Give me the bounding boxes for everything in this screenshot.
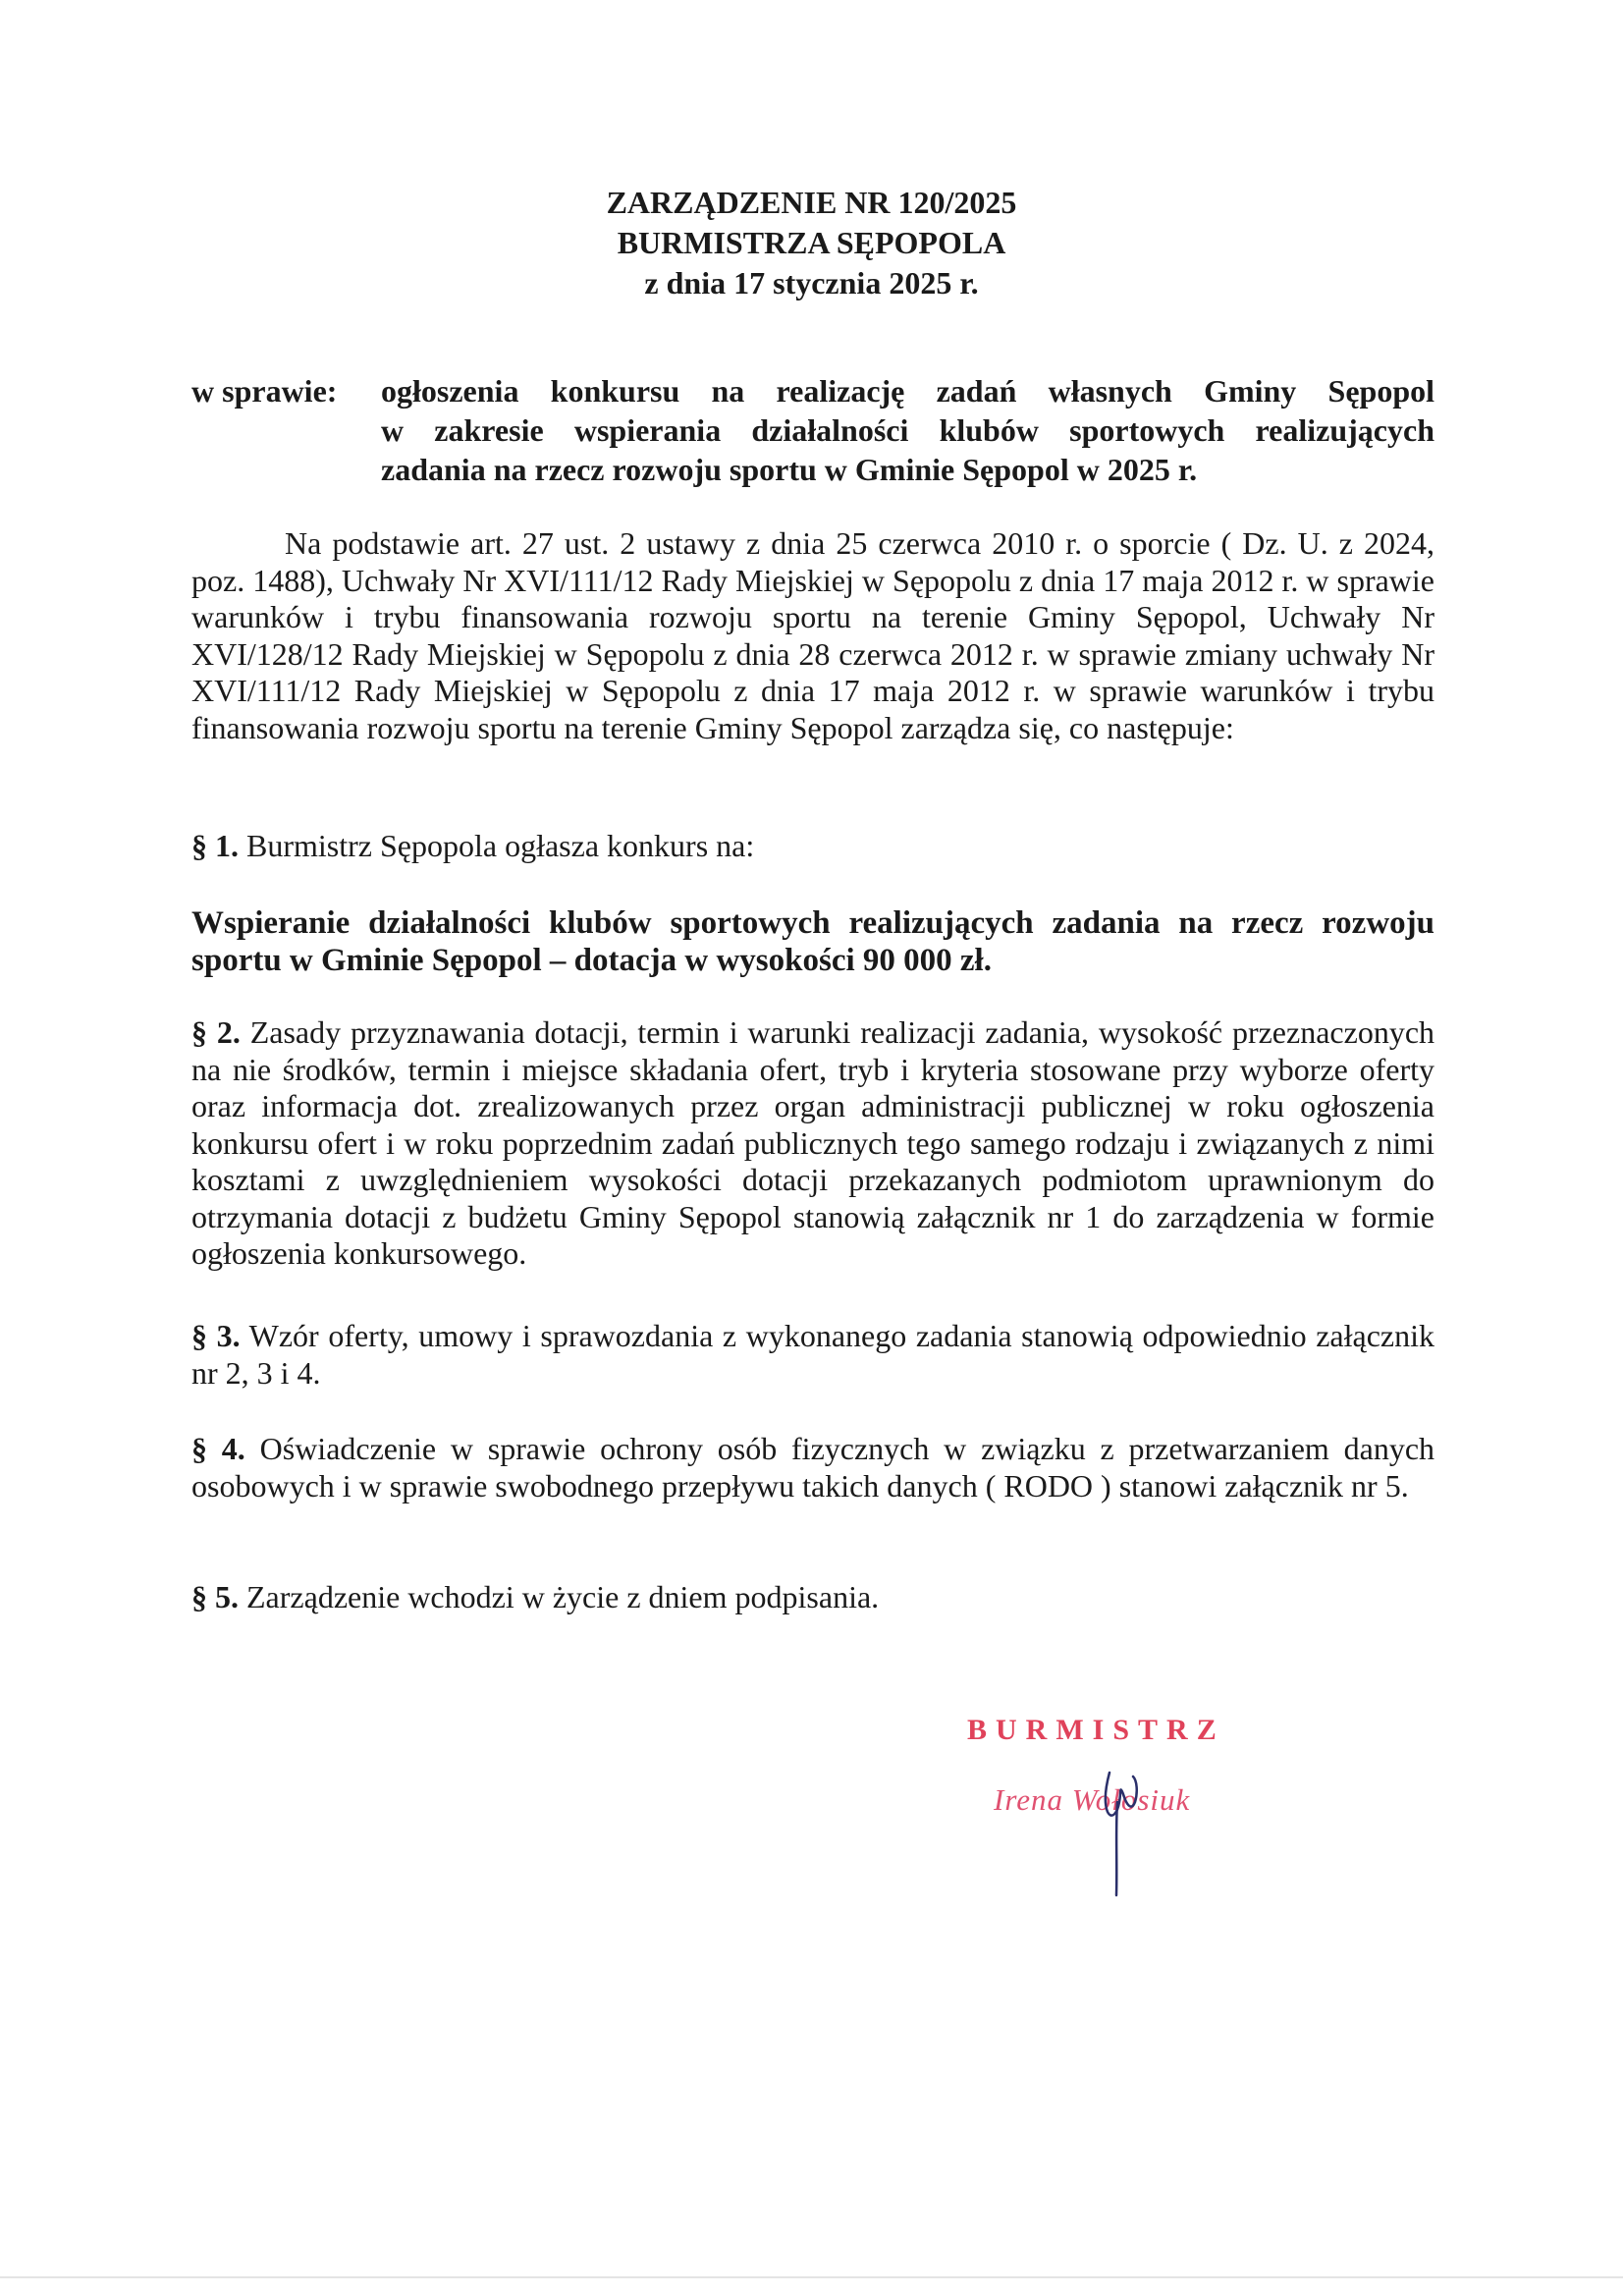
section-text: Zarządzenie wchodzi w życie z dniem podpisania. — [246, 1579, 880, 1614]
subject-text — [381, 371, 1434, 489]
mayor-stamp — [967, 1714, 1321, 1900]
section-5 — [191, 1579, 1434, 1616]
section-4 — [191, 1431, 1434, 1504]
subject-label: w sprawie: — [191, 373, 338, 409]
document-header — [0, 183, 1623, 303]
section-text: Burmistrz Sępopola ogłasza konkurs na: — [246, 828, 755, 863]
section-text: Oświadczenie w sprawie ochrony osób fizycznych w związku z przetwarzaniem danych osobowych i w sprawie swobodnego przepływu takich danych ( RODO ) stanowi załącznik nr 5. — [191, 1431, 1435, 1503]
section-mark: § 3. — [191, 1318, 241, 1353]
section-text: Wzór oferty, umowy i sprawozdania z wykonanego zadania stanowią odpowiednio załącznik nr 2, 3 i 4. — [191, 1318, 1434, 1391]
subject-line: ogłoszenia konkursu na realizację zadań własnych Gminy Sępopol — [381, 373, 1434, 409]
section-mark: § 2. — [191, 1014, 241, 1050]
section-mark: § 4. — [191, 1431, 245, 1466]
stamp-title: BURMISTRZ — [967, 1714, 1225, 1746]
legal-basis-paragraph: Na podstawie art. 27 ust. 2 ustawy z dnia 25 czerwca 2010 r. o sporcie ( Dz. U. z 2024, poz. 1488), Uchwały Nr XVI/111/12 Rady Miejskiej w Sępopolu z dnia 17 maja 2012 r. w sprawie warunków i trybu finansowania rozwoju sportu na terenie Gminy Sępopol, Uchwały Nr XVI/128/12 Rady Miejskiej w Sępopolu z dnia 28 czerwca 2012 r. w sprawie zmiany uchwały Nr XVI/111/12 Rady Miejskiej w Sępopolu z dnia 17 maja 2012 r. w sprawie warunków i trybu finansowania rozwoju sportu na terenie Gminy Sępopol zarządza się, co następuje: — [191, 525, 1434, 745]
decree-date: z dnia 17 stycznia 2025 r. — [644, 265, 979, 301]
issuer: BURMISTRZA SĘPOPOLA — [617, 225, 1006, 260]
section-text: Zasady przyznawania dotacji, termin i warunki realizacji zadania, wysokość przeznaczonych na nie środków, termin i miejsce składania ofert, tryb i kryteria stosowane przy wyborze oferty oraz informacja dot. zrealizowanych przez organ administracji publicznej w roku ogłoszenia konkursu ofert i w roku poprzednim zadań publicznych tego samego rodzaju i związanych z nimi kosztami z uwzględnieniem wysokości dotacji przekazanych podmiotom uprawnionym do otrzymania dotacji z budżetu Gminy Sępopol stanowią załącznik nr 1 do zarządzenia w formie ogłoszenia konkursowego. — [191, 1014, 1435, 1271]
section-mark: § 1. — [191, 828, 239, 863]
section-1 — [191, 828, 1434, 865]
subject-block — [191, 371, 1434, 489]
subject-line: w zakresie wspierania działalności klubów sportowych realizujących — [381, 412, 1434, 448]
stamp-name: Irena Wołosiuk — [994, 1782, 1191, 1817]
section-3 — [191, 1318, 1434, 1392]
decree-number: ZARZĄDZENIE NR 120/2025 — [606, 185, 1017, 220]
subject-line: zadania na rzecz rozwoju sportu w Gminie Sępopol w 2025 r. — [381, 452, 1198, 487]
page-edge-line — [0, 2276, 1623, 2278]
handwritten-signature — [1080, 1733, 1159, 1900]
section-mark: § 5. — [191, 1579, 239, 1614]
section-2 — [191, 1014, 1434, 1273]
competition-title: Wspieranie działalności klubów sportowych realizujących zadania na rzecz rozwoju sportu w Gminie Sępopol – dotacja w wysokości 90 000 zł. — [191, 905, 1434, 978]
